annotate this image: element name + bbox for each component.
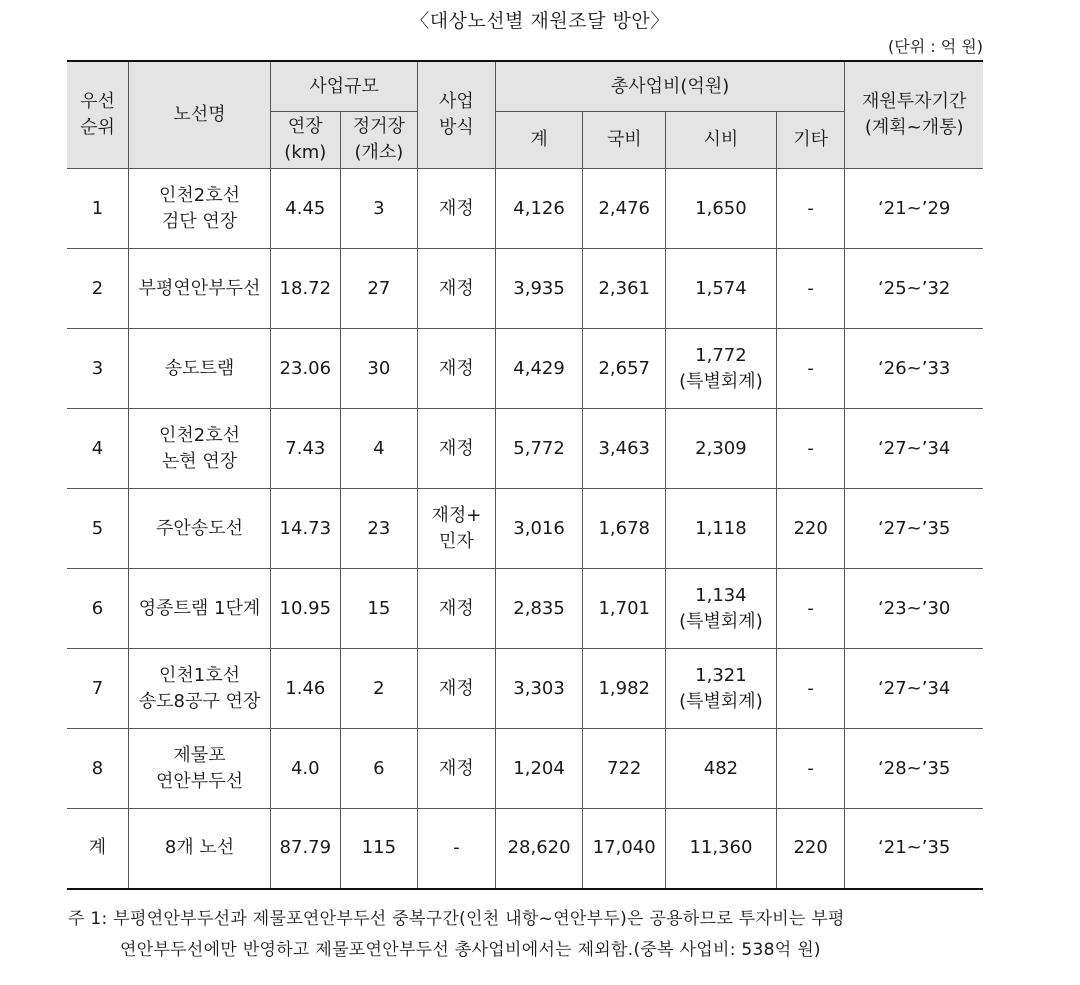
cell-line: 1,321 (695, 664, 747, 686)
cell-method (418, 409, 496, 489)
cell-route (128, 649, 270, 729)
table-row (67, 809, 983, 889)
cell-line: 송도8공구 연장 (138, 690, 261, 712)
header-stations: 정거장 (개소) (340, 112, 418, 169)
cell-line: 482 (703, 757, 739, 779)
cell-period: ‘21~’29 (845, 169, 983, 249)
cell-period: ‘27~’35 (845, 489, 983, 569)
cell-other: - (776, 649, 845, 729)
cell-city (666, 649, 777, 729)
cell-other: - (776, 169, 845, 249)
cell-city (666, 809, 777, 889)
cell-period: ‘26~’33 (845, 329, 983, 409)
header-period: 재원투자기간 (계획~개통) (845, 61, 983, 169)
footnote (68, 904, 1028, 966)
cell-sum: 3,303 (495, 649, 583, 729)
cell-stations: 4 (340, 409, 418, 489)
cell-length: 1.46 (271, 649, 341, 729)
cell-line: 재정 (439, 197, 474, 219)
cell-period: ‘21~’35 (845, 809, 983, 889)
cell-sum: 28,620 (495, 809, 583, 889)
cell-route (128, 329, 270, 409)
cell-method (418, 249, 496, 329)
cell-line: 재정 (439, 437, 474, 459)
cell-line: 재정 (439, 677, 474, 699)
cell-length: 23.06 (271, 329, 341, 409)
cell-line: 부평연안부두선 (138, 277, 261, 299)
cell-stations: 27 (340, 249, 418, 329)
cell-line: 영종트램 1단계 (138, 597, 261, 619)
cell-other: 220 (776, 809, 845, 889)
header-scale: 사업규모 (271, 61, 418, 112)
cell-length: 18.72 (271, 249, 341, 329)
table-row (67, 329, 983, 409)
header-sum: 계 (495, 112, 583, 169)
table-title: 〈대상노선별 재원조달 방안〉 (410, 10, 670, 32)
cell-stations: 115 (340, 809, 418, 889)
cell-rank: 1 (67, 169, 128, 249)
table-row (67, 409, 983, 489)
cell-national: 2,476 (583, 169, 666, 249)
cell-other: - (776, 729, 845, 809)
cell-city (666, 249, 777, 329)
cell-city (666, 169, 777, 249)
table-row (67, 249, 983, 329)
cell-period: ‘23~’30 (845, 569, 983, 649)
cell-route (128, 569, 270, 649)
table-row (67, 569, 983, 649)
cell-rank: 7 (67, 649, 128, 729)
cell-route (128, 729, 270, 809)
cell-city (666, 729, 777, 809)
cell-method (418, 169, 496, 249)
cell-line: 송도트램 (164, 357, 235, 379)
cell-stations: 30 (340, 329, 418, 409)
cell-sum: 3,935 (495, 249, 583, 329)
table-row (67, 169, 983, 249)
footnote-line-2: 연안부두선에만 반영하고 제물포연안부두선 총사업비에서는 제외함.(중복 사업비: 538억 원) (120, 940, 821, 960)
cell-line: 1,118 (695, 517, 747, 539)
cell-city (666, 409, 777, 489)
cell-rank: 5 (67, 489, 128, 569)
cell-route (128, 489, 270, 569)
cell-line: 재정 (439, 597, 474, 619)
cell-national: 722 (583, 729, 666, 809)
cell-line: 제물포 (173, 744, 226, 766)
cell-rank: 6 (67, 569, 128, 649)
cell-line: (특별회계) (679, 690, 763, 712)
table-row (67, 729, 983, 809)
cell-length: 4.45 (271, 169, 341, 249)
cell-rank: 2 (67, 249, 128, 329)
table-body (67, 169, 983, 889)
cell-route (128, 809, 270, 889)
cell-sum: 2,835 (495, 569, 583, 649)
header-length: 연장 (km) (271, 112, 341, 169)
table-row (67, 649, 983, 729)
table-row (67, 489, 983, 569)
cell-length: 7.43 (271, 409, 341, 489)
cell-length: 4.0 (271, 729, 341, 809)
cell-line: 연안부두선 (156, 770, 243, 792)
cell-rank: 계 (67, 809, 128, 889)
cell-stations: 23 (340, 489, 418, 569)
cell-rank: 8 (67, 729, 128, 809)
cell-line: - (453, 837, 460, 859)
cell-line: (특별회계) (679, 370, 763, 392)
cell-line: 1,134 (695, 584, 747, 606)
cell-national: 2,361 (583, 249, 666, 329)
cell-length: 14.73 (271, 489, 341, 569)
cell-sum: 4,429 (495, 329, 583, 409)
cell-route (128, 409, 270, 489)
cell-line: 주안송도선 (156, 517, 243, 539)
cell-national: 3,463 (583, 409, 666, 489)
funding-table (67, 60, 983, 890)
cell-line: 1,574 (695, 277, 747, 299)
cell-rank: 3 (67, 329, 128, 409)
cell-period: ‘25~’32 (845, 249, 983, 329)
cell-length: 87.79 (271, 809, 341, 889)
cell-line: 11,360 (689, 837, 753, 859)
cell-other: 220 (776, 489, 845, 569)
cell-method (418, 649, 496, 729)
cell-line: 8개 노선 (164, 837, 235, 859)
cell-city (666, 569, 777, 649)
cell-line: 민자 (439, 530, 474, 552)
cell-sum: 3,016 (495, 489, 583, 569)
cell-period: ‘27~’34 (845, 409, 983, 489)
cell-national: 1,982 (583, 649, 666, 729)
unit-label: (단위 : 억 원) (888, 37, 983, 56)
cell-other: - (776, 329, 845, 409)
cell-national: 2,657 (583, 329, 666, 409)
cell-line: 인천2호선 (159, 184, 241, 206)
header-route: 노선명 (128, 61, 270, 169)
cell-line: 1,650 (695, 197, 747, 219)
cell-route (128, 249, 270, 329)
header-city: 시비 (666, 112, 777, 169)
cell-national: 1,678 (583, 489, 666, 569)
cell-city (666, 489, 777, 569)
footnote-line-1: 주 1: 부평연안부두선과 제물포연안부두선 중복구간(인천 내항~연안부두)은 공용하므로 투자비는 부평 (68, 909, 845, 929)
cell-method (418, 809, 496, 889)
cell-method (418, 569, 496, 649)
cell-line: 재정 (439, 757, 474, 779)
cell-line: 재정+ (431, 504, 482, 526)
cell-line: 논현 연장 (161, 450, 238, 472)
cell-line: 인천2호선 (159, 424, 241, 446)
header-national: 국비 (583, 112, 666, 169)
cell-line: 1,772 (695, 344, 747, 366)
cell-sum: 4,126 (495, 169, 583, 249)
cell-national: 17,040 (583, 809, 666, 889)
cell-method (418, 329, 496, 409)
header-priority: 우선 순위 (67, 61, 128, 169)
cell-line: 인천1호선 (159, 664, 241, 686)
cell-other: - (776, 249, 845, 329)
cell-method (418, 729, 496, 809)
cell-line: (특별회계) (679, 610, 763, 632)
header-other: 기타 (776, 112, 845, 169)
cell-period: ‘28~’35 (845, 729, 983, 809)
cell-route (128, 169, 270, 249)
cell-stations: 15 (340, 569, 418, 649)
cell-stations: 3 (340, 169, 418, 249)
header-method: 사업 방식 (418, 61, 496, 169)
cell-line: 재정 (439, 357, 474, 379)
cell-line: 재정 (439, 277, 474, 299)
cell-stations: 2 (340, 649, 418, 729)
cell-national: 1,701 (583, 569, 666, 649)
cell-city (666, 329, 777, 409)
cell-other: - (776, 409, 845, 489)
header-total-cost: 총사업비(억원) (495, 61, 845, 112)
cell-sum: 5,772 (495, 409, 583, 489)
cell-other: - (776, 569, 845, 649)
cell-sum: 1,204 (495, 729, 583, 809)
cell-stations: 6 (340, 729, 418, 809)
cell-length: 10.95 (271, 569, 341, 649)
cell-line: 검단 연장 (161, 210, 238, 232)
cell-method (418, 489, 496, 569)
cell-period: ‘27~’34 (845, 649, 983, 729)
cell-line: 2,309 (695, 437, 747, 459)
cell-rank: 4 (67, 409, 128, 489)
